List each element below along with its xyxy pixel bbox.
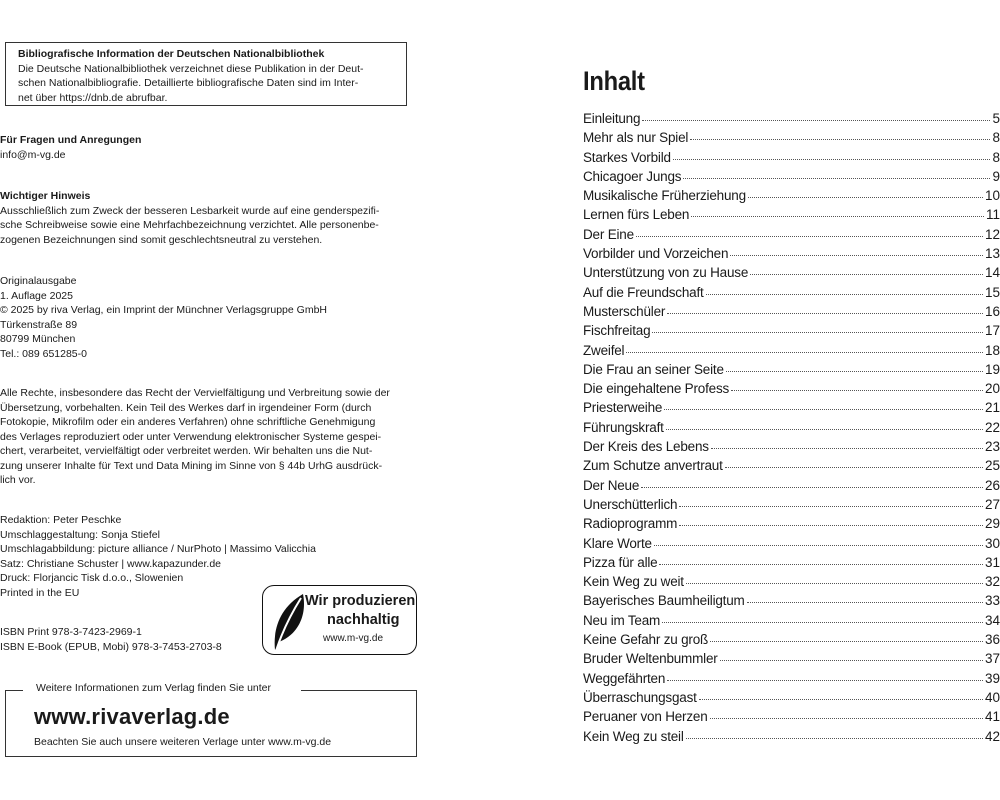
- toc-entry: [583, 207, 1000, 226]
- toc-entry-label: Führungskraft: [583, 419, 664, 435]
- rights-line: Fotokopie, Mikrofilm oder ein anderes Verfahren) ohne schriftliche Genehmigung: [0, 416, 376, 428]
- rights-line: des Verlages reproduziert oder unter Verwendung elektronischer Systeme gespei-: [0, 430, 382, 443]
- toc-leader-dots: [699, 699, 983, 700]
- biblio-line: net über https://dnb.de abrufbar.: [18, 91, 168, 104]
- toc-entry-label: Klare Worte: [583, 535, 652, 551]
- toc-leader-dots: [666, 429, 983, 430]
- toc-entry-label: Keine Gefahr zu groß: [583, 632, 709, 648]
- toc-entry: [583, 536, 1000, 555]
- imprint-line: Tel.: 089 651285-0: [0, 347, 87, 360]
- toc-entry: [583, 555, 1000, 574]
- publisher-more-text: Beachten Sie auch unsere weiteren Verlage unter www.m-vg.de: [34, 736, 332, 748]
- toc-entry-label: Unerschütterlich: [583, 496, 678, 512]
- toc-entry: [583, 150, 1000, 169]
- toc-leader-dots: [659, 564, 982, 565]
- notice-line: zogenen Bezeichnungen sind somit geschlechtsneutral zu verstehen.: [0, 233, 323, 246]
- toc-entry: [583, 323, 1000, 342]
- toc-entry-page: 34: [984, 612, 1000, 628]
- toc-entry-label: Fischfreitag: [583, 323, 651, 339]
- toc-entry-page: 13: [984, 246, 1000, 262]
- contact-section: [0, 133, 420, 162]
- toc-entry-label: Zweifel: [583, 342, 625, 358]
- toc-leader-dots: [642, 120, 990, 121]
- toc-entry: [583, 420, 1000, 439]
- contact-heading: Für Fragen und Anregungen: [0, 134, 142, 146]
- notice-line: sche Schreibweise sowie eine Mehrfachbezeichnung verzichtet. Alle personenbe-: [0, 219, 379, 231]
- toc-entry: [583, 265, 1000, 284]
- toc-entry-label: Neu im Team: [583, 612, 661, 628]
- toc-entry-page: 31: [984, 554, 1000, 570]
- toc-entry-page: 8: [992, 149, 1000, 165]
- toc-entry-label: Kein Weg zu weit: [583, 574, 684, 590]
- toc-entry-page: 26: [984, 477, 1000, 493]
- toc-leader-dots: [690, 139, 990, 140]
- rights-line: Alle Rechte, insbesondere das Recht der Vervielfältigung und Verbreitung sowie der: [0, 387, 390, 399]
- toc-entry-label: Der Eine: [583, 226, 634, 242]
- toc-entry-page: 25: [984, 458, 1000, 474]
- imprint-line: Originalausgabe: [0, 275, 77, 287]
- toc-entry-label: Peruaner von Herzen: [583, 709, 708, 725]
- toc-leader-dots: [636, 236, 983, 237]
- toc-leader-dots: [726, 371, 983, 372]
- toc-entry-page: 19: [984, 361, 1000, 377]
- toc-entry-page: 32: [984, 574, 1000, 590]
- imprint-line: 1. Auflage 2025: [0, 289, 73, 302]
- toc-entry-label: Musterschüler: [583, 303, 666, 319]
- toc-entry: [583, 362, 1000, 381]
- imprint-line: © 2025 by riva Verlag, ein Imprint der Münchner Verlagsgruppe GmbH: [0, 304, 327, 316]
- biblio-line: schen Nationalbibliografie. Detaillierte bibliografische Daten sind im Inter-: [18, 77, 359, 89]
- toc-entry-label: Starkes Vorbild: [583, 149, 671, 165]
- toc-entry-page: 12: [984, 226, 1000, 242]
- publisher-info-text: Weitere Informationen zum Verlag finden Sie unter: [32, 682, 275, 694]
- rights-line: chert, verarbeitet, vervielfältigt oder verbreitet werden. Wir behalten uns die Nut-: [0, 445, 373, 457]
- toc-entry: [583, 130, 1000, 149]
- credits-line: Redaktion: Peter Peschke: [0, 514, 122, 526]
- toc-entry-page: 18: [984, 342, 1000, 358]
- toc-entry-label: Bruder Weltenbummler: [583, 651, 718, 667]
- toc-entry-page: 8: [992, 130, 1000, 146]
- toc-leader-dots: [731, 390, 983, 391]
- rights-section: [0, 386, 420, 488]
- toc-leader-dots: [747, 602, 983, 603]
- toc-entry-label: Kein Weg zu steil: [583, 728, 684, 744]
- toc-entry-page: 9: [992, 168, 1000, 184]
- toc-leader-dots: [730, 255, 983, 256]
- toc-leader-dots: [706, 294, 983, 295]
- toc-entry: [583, 574, 1000, 593]
- toc-entry-page: 36: [984, 632, 1000, 648]
- toc-entry: [583, 690, 1000, 709]
- toc-entry-label: Musikalische Früherziehung: [583, 188, 746, 204]
- toc-entry-page: 27: [984, 496, 1000, 512]
- right-page: [560, 0, 1000, 800]
- publisher-url: www.rivaverlag.de: [34, 704, 230, 729]
- bibliographic-info-box: [5, 42, 407, 106]
- credits-line: Druck: Florjancic Tisk d.o.o., Slowenien: [0, 572, 184, 584]
- toc-entry: [583, 400, 1000, 419]
- toc-entry-label: Lernen fürs Leben: [583, 207, 690, 223]
- toc-entry: [583, 458, 1000, 477]
- toc-entry: [583, 169, 1000, 188]
- publisher-box: [5, 682, 417, 757]
- credits-line: Satz: Christiane Schuster | www.kapazunder.de: [0, 557, 222, 570]
- badge-line-2: nachhaltig: [327, 612, 400, 628]
- imprint-section: [0, 274, 420, 361]
- toc-entry-page: 22: [984, 419, 1000, 435]
- rights-line: zung unserer Inhalte für Text und Data Mining im Sinne von § 44b UrhG ausdrück-: [0, 459, 383, 472]
- toc-leader-dots: [720, 660, 983, 661]
- toc-entry-page: 14: [984, 265, 1000, 281]
- notice-section: [0, 189, 420, 247]
- toc-entry: [583, 516, 1000, 535]
- toc-entry-page: 10: [984, 188, 1000, 204]
- toc-entry-label: Weggefährten: [583, 670, 666, 686]
- toc-entry: [583, 343, 1000, 362]
- credits-line: Umschlagabbildung: picture alliance / NurPhoto | Massimo Valicchia: [0, 543, 316, 555]
- leaf-icon: [269, 590, 309, 657]
- toc-entry: [583, 304, 1000, 323]
- toc-entry: [583, 632, 1000, 651]
- toc-entry-page: 39: [984, 670, 1000, 686]
- toc-entry: [583, 613, 1000, 632]
- biblio-line: Die Deutsche Nationalbibliothek verzeichnet diese Publikation in der Deut-: [18, 62, 364, 75]
- toc-entry-page: 21: [984, 400, 1000, 416]
- toc-entry: [583, 246, 1000, 265]
- toc-entry-label: Chicagoer Jungs: [583, 168, 682, 184]
- table-of-contents: [583, 111, 1000, 748]
- toc-leader-dots: [683, 178, 990, 179]
- toc-entry-label: Priesterweihe: [583, 400, 663, 416]
- toc-leader-dots: [679, 525, 983, 526]
- left-page: [0, 0, 430, 800]
- toc-leader-dots: [725, 467, 983, 468]
- toc-entry: [583, 439, 1000, 458]
- toc-entry: [583, 188, 1000, 207]
- sustainability-badge: [262, 585, 417, 655]
- rights-line: lich vor.: [0, 474, 36, 486]
- toc-entry-label: Zum Schutze anvertraut: [583, 458, 723, 474]
- toc-entry: [583, 593, 1000, 612]
- isbn-print: ISBN Print 978-3-7423-2969-1: [0, 626, 142, 638]
- credits-line: Umschlaggestaltung: Sonja Stiefel: [0, 528, 160, 541]
- toc-leader-dots: [626, 352, 983, 353]
- toc-entry: [583, 285, 1000, 304]
- box-border: [5, 690, 23, 691]
- toc-leader-dots: [654, 545, 983, 546]
- toc-leader-dots: [664, 409, 983, 410]
- toc-entry-label: Radioprogramm: [583, 516, 678, 532]
- toc-entry: [583, 381, 1000, 400]
- toc-entry: [583, 709, 1000, 728]
- toc-leader-dots: [750, 274, 983, 275]
- toc-entry: [583, 651, 1000, 670]
- imprint-line: 80799 München: [0, 333, 76, 345]
- toc-entry-page: 15: [984, 284, 1000, 300]
- notice-line: Ausschließlich zum Zweck der besseren Lesbarkeit wurde auf eine genderspezifi-: [0, 204, 380, 217]
- contact-email: info@m-vg.de: [0, 148, 66, 161]
- toc-entry: [583, 111, 1000, 130]
- isbn-ebook: ISBN E-Book (EPUB, Mobi) 978-3-7453-2703-8: [0, 640, 222, 653]
- toc-entry-label: Überraschungsgast: [583, 689, 697, 705]
- toc-entry-page: 17: [984, 323, 1000, 339]
- toc-entry-label: Auf die Freundschaft: [583, 284, 704, 300]
- toc-entry-page: 40: [984, 689, 1000, 705]
- toc-leader-dots: [652, 332, 983, 333]
- toc-entry: [583, 478, 1000, 497]
- toc-entry-label: Einleitung: [583, 111, 641, 126]
- toc-entry: [583, 227, 1000, 246]
- toc-entry-label: Unterstützung von zu Hause: [583, 265, 749, 281]
- toc-entry-label: Vorbilder und Vorzeichen: [583, 246, 729, 262]
- toc-title: Inhalt: [583, 66, 645, 96]
- toc-entry-page: 5: [992, 111, 1000, 126]
- notice-heading: Wichtiger Hinweis: [0, 190, 91, 202]
- toc-leader-dots: [679, 506, 983, 507]
- rights-line: Übersetzung, vorbehalten. Kein Teil des Werkes darf in irgendeiner Form (durch: [0, 401, 372, 414]
- toc-leader-dots: [711, 448, 983, 449]
- badge-line-1: Wir produzieren: [305, 593, 416, 609]
- toc-leader-dots: [667, 680, 983, 681]
- toc-entry-page: 37: [984, 651, 1000, 667]
- toc-leader-dots: [641, 487, 983, 488]
- toc-leader-dots: [710, 718, 983, 719]
- credits-line: Printed in the EU: [0, 586, 80, 599]
- toc-entry-page: 16: [984, 303, 1000, 319]
- toc-leader-dots: [667, 313, 983, 314]
- toc-entry-page: 42: [984, 728, 1000, 744]
- toc-leader-dots: [748, 197, 983, 198]
- imprint-line: Türkenstraße 89: [0, 318, 78, 331]
- toc-entry-page: 41: [984, 709, 1000, 725]
- toc-entry-page: 23: [984, 439, 1000, 455]
- toc-entry: [583, 729, 1000, 748]
- toc-entry-page: 11: [985, 207, 1000, 223]
- toc-entry-page: 29: [984, 516, 1000, 532]
- toc-entry-label: Der Neue: [583, 477, 640, 493]
- biblio-heading: Bibliografische Information der Deutschen Nationalbibliothek: [18, 48, 325, 60]
- toc-entry-page: 33: [984, 593, 1000, 609]
- toc-entry-label: Die Frau an seiner Seite: [583, 361, 724, 377]
- toc-entry-page: 30: [984, 535, 1000, 551]
- toc-entry-label: Pizza für alle: [583, 554, 658, 570]
- toc-entry-label: Bayerisches Baumheiligtum: [583, 593, 745, 609]
- toc-entry-page: 20: [984, 381, 1000, 397]
- box-border: [301, 690, 417, 691]
- toc-leader-dots: [710, 641, 983, 642]
- toc-leader-dots: [686, 583, 983, 584]
- toc-entry-label: Die eingehaltene Profess: [583, 381, 730, 397]
- toc-leader-dots: [662, 622, 983, 623]
- toc-leader-dots: [686, 738, 983, 739]
- toc-entry: [583, 497, 1000, 516]
- toc-entry-label: Mehr als nur Spiel: [583, 130, 689, 146]
- toc-leader-dots: [673, 159, 991, 160]
- toc-leader-dots: [691, 216, 984, 217]
- toc-entry-label: Der Kreis des Lebens: [583, 439, 709, 455]
- badge-url: www.m-vg.de: [323, 633, 384, 644]
- toc-entry: [583, 671, 1000, 690]
